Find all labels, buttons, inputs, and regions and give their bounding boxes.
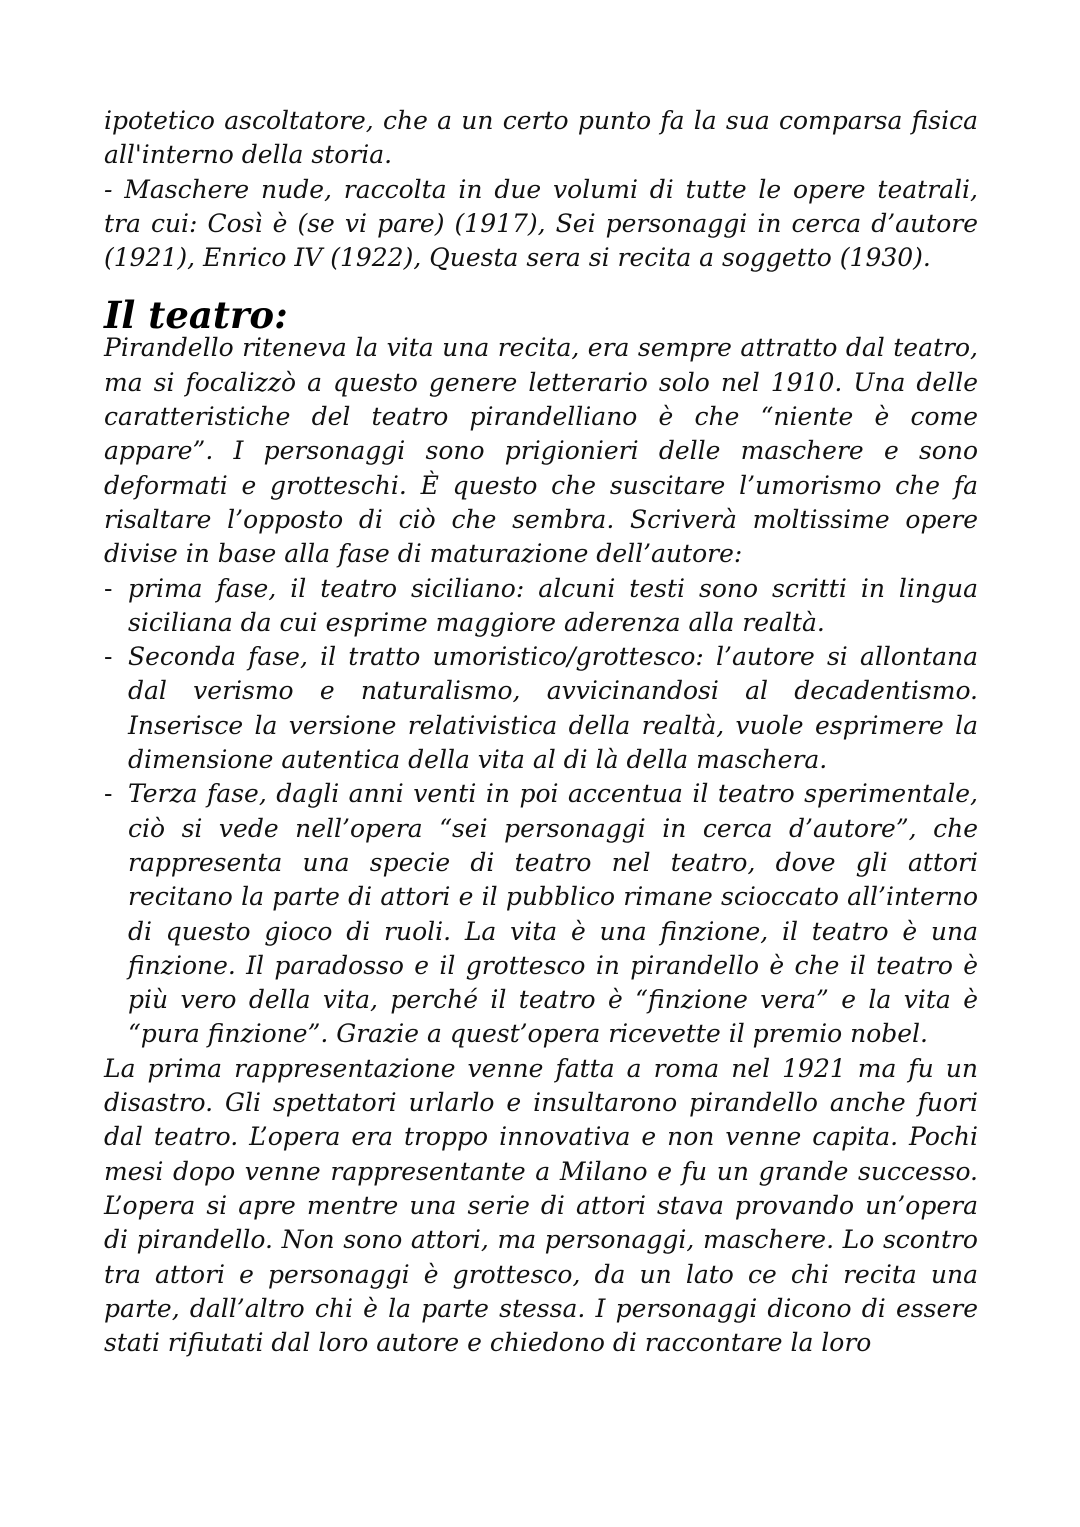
list-item-phase-2: - Seconda fase, il tratto umoristico/grottesco: l’autore si allontana dal verismo e naturalismo, avvicinandosi al decadentismo. Inserisce la versione relativistica della realtà, vuole esprimere la dimensione autentica della vita al di là della maschera. (104, 640, 978, 777)
phases-list (104, 572, 978, 1052)
intro-paragraph-maschere-nude: - Maschere nude, raccolta in due volumi di tutte le opere teatrali, tra cui: Così è (se vi pare) (1917), Sei personaggi in cerca d’autore (1921), Enrico IV (1922), Questa sera si recita a soggetto (1930). (104, 174, 978, 273)
list-item-phase-1: - prima fase, il teatro siciliano: alcuni testi sono scritti in lingua siciliana da cui esprime maggiore aderenza alla realtà. (104, 572, 978, 641)
intro-paragraph-continuation: ipotetico ascoltatore, che a un certo punto fa la sua comparsa fisica all'interno della storia. (104, 106, 978, 170)
theatre-intro-paragraph: Pirandello riteneva la vita una recita, era sempre attratto dal teatro, ma si focalizzò a questo genere letterario solo nel 1910. Una delle caratteristiche del teatro pirandelliano è che “niente è come appare”. I personaggi sono prigionieri delle maschere e sono deformati e grotteschi. È questo che suscitare l’umorismo che fa risaltare l’opposto di ciò che sembra. Scriverà moltissime opere divise in base alla fase di maturazione dell’autore: (104, 333, 978, 569)
section-heading: Il teatro: (104, 293, 288, 338)
list-item-phase-3: - Terza fase, dagli anni venti in poi accentua il teatro sperimentale, ciò si vede nell’opera “sei personaggi in cerca d’autore”, che rappresenta una specie di teatro nel teatro, dove gli attori recitano la parte di attori e il pubblico rimane scioccato all’interno di questo gioco di ruoli. La vita è una finzione, il teatro è una finzione. Il paradosso e il grottesco in pirandello è che il teatro è più vero della vita, perché il teatro è “finzione vera” e la vita è “pura finzione”. Grazie a quest’opera ricevette il premio nobel. (104, 777, 978, 1051)
closing-paragraph: La prima rappresentazione venne fatta a roma nel 1921 ma fu un disastro. Gli spettatori urlarlo e insultarono pirandello anche fuori dal teatro. L’opera era troppo innovativa e non venne capita. Pochi mesi dopo venne rappresentante a Milano e fu un grande successo. L’opera si apre mentre una serie di attori stava provando un’opera di pirandello. Non sono attori, ma personaggi, maschere. Lo scontro tra attori e personaggi è grottesco, da un lato ce chi recita una parte, dall’altro chi è la parte stessa. I personaggi dicono di essere stati rifiutati dal loro autore e chiedono di raccontare la loro (104, 1053, 978, 1358)
document-page (104, 104, 978, 1360)
